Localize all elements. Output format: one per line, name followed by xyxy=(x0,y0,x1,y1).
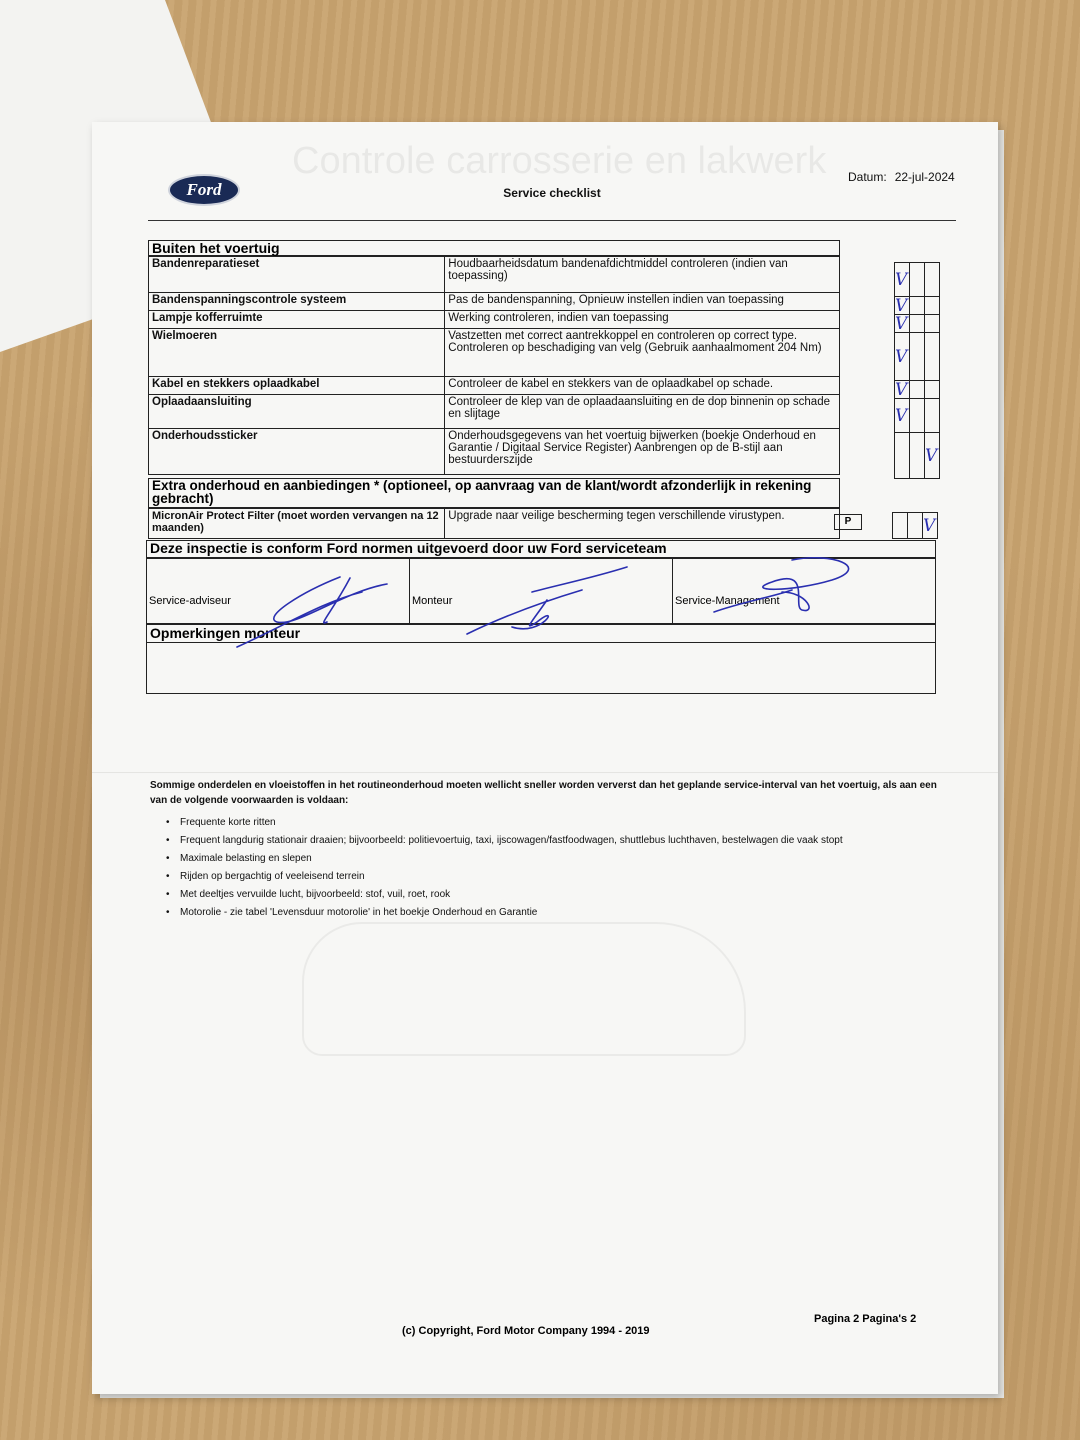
checkbox-cell[interactable] xyxy=(910,399,925,433)
item-description: Pas de bandenspanning, Opnieuw instellen indien van toepassing xyxy=(445,293,840,311)
check-mark[interactable]: V xyxy=(895,263,910,297)
list-item: • Frequent langdurig stationair draaien; bijvoorbeeld: politievoertuig, taxi, ijscowagen/fastfoodwagen, shuttlebus luchthaven, bestelwagen die vaak stopt xyxy=(180,832,950,850)
ghost-show-through-text: Controle carrosserie en lakwerk xyxy=(292,140,827,182)
checkbox-cell[interactable] xyxy=(893,513,908,539)
remarks-box xyxy=(146,624,936,694)
signature-label: Service-adviseur xyxy=(149,595,231,607)
check-mark[interactable]: V xyxy=(925,433,940,479)
item-description: Upgrade naar veilige bescherming tegen verschillende virustypen. xyxy=(445,509,840,539)
table-row xyxy=(149,329,840,377)
table-row xyxy=(149,395,840,429)
checkbox-cell[interactable] xyxy=(910,263,925,297)
paper-fold-line xyxy=(92,772,998,774)
checkbox-cell[interactable] xyxy=(910,297,925,315)
ford-logo: Ford xyxy=(168,174,240,206)
table-row xyxy=(149,377,840,395)
item-description: Houdbaarheidsdatum bandenafdichtmiddel controleren (indien van toepassing) xyxy=(445,257,840,293)
notes-list xyxy=(150,814,950,922)
checkbox-grid-extra xyxy=(892,512,938,539)
checklist-table-buiten xyxy=(148,256,840,475)
check-mark[interactable]: V xyxy=(895,333,910,381)
table-row xyxy=(149,311,840,329)
item-description: Controleer de klep van de oplaadaansluiting en de dop binnenin op schade en slijtage xyxy=(445,395,840,429)
check-mark[interactable]: V xyxy=(895,399,910,433)
maintenance-notes xyxy=(150,778,950,922)
list-item: • Maximale belasting en slepen xyxy=(180,850,950,868)
checkbox-cell[interactable] xyxy=(925,297,940,315)
list-item: • Frequente korte ritten xyxy=(180,814,950,832)
item-name: Onderhoudssticker xyxy=(149,429,445,475)
check-mark[interactable]: V xyxy=(895,315,910,333)
checkbox-cell[interactable] xyxy=(925,381,940,399)
checkbox-grid-buiten xyxy=(894,262,940,479)
item-name: Wielmoeren xyxy=(149,329,445,377)
item-description: Onderhoudsgegevens van het voertuig bijwerken (boekje Onderhoud en Garantie / Digitaal Service Register) Aanbrengen op de B-stijl aan bestuurderszijde xyxy=(445,429,840,475)
remarks-title: Opmerkingen monteur xyxy=(147,625,935,643)
checkbox-cell[interactable] xyxy=(908,513,923,539)
code-badge: P xyxy=(834,514,862,530)
item-name: Bandenspanningscontrole systeem xyxy=(149,293,445,311)
signature-row xyxy=(146,558,936,624)
checkbox-cell[interactable] xyxy=(910,333,925,381)
ghost-car-outline xyxy=(302,922,746,1056)
checkbox-cell[interactable] xyxy=(910,433,925,479)
item-name: Kabel en stekkers oplaadkabel xyxy=(149,377,445,395)
date-field xyxy=(848,170,955,184)
item-name: Bandenreparatieset xyxy=(149,257,445,293)
checkbox-cell[interactable] xyxy=(910,315,925,333)
item-name: Oplaadaansluiting xyxy=(149,395,445,429)
service-checklist-sheet xyxy=(92,122,998,1394)
section-title-extra: Extra onderhoud en aanbiedingen * (optioneel, op aanvraag van de klant/wordt afzonderlijk in rekening gebracht) xyxy=(148,478,840,508)
check-mark[interactable]: V xyxy=(923,513,938,539)
header-divider xyxy=(148,220,956,221)
page-number: Pagina 2 Pagina's 2 xyxy=(814,1313,917,1325)
notes-intro: Sommige onderdelen en vloeistoffen in het routineonderhoud moeten wellicht sneller worden ververst dan het geplande service-interval van het voertuig, als aan een van de volgende voorwaarden is voldaan: xyxy=(150,780,937,806)
date-label: Datum: xyxy=(848,170,887,184)
checkbox-cell[interactable] xyxy=(925,399,940,433)
table-row xyxy=(149,509,840,539)
page-title: Service checklist xyxy=(503,186,601,200)
date-value: 22-jul-2024 xyxy=(894,170,955,184)
section-title-buiten: Buiten het voertuig xyxy=(148,240,840,256)
checklist-table-extra xyxy=(148,508,840,539)
checkbox-cell[interactable] xyxy=(910,381,925,399)
checkbox-cell[interactable] xyxy=(925,263,940,297)
table-row xyxy=(149,429,840,475)
checkbox-cell[interactable] xyxy=(925,315,940,333)
list-item: • Motorolie - zie tabel 'Levensduur motorolie' in het boekje Onderhoud en Garantie xyxy=(180,904,950,922)
list-item: • Met deeltjes vervuilde lucht, bijvoorbeeld: stof, vuil, roet, rook xyxy=(180,886,950,904)
signature-field-service-adviseur[interactable] xyxy=(147,559,410,623)
item-description: Vastzetten met correct aantrekkoppel en controleren op correct type. Controleren op beschadiging van velg (Gebruik aanhaalmoment 204 Nm) xyxy=(445,329,840,377)
check-mark[interactable]: V xyxy=(895,297,910,315)
item-name: MicronAir Protect Filter (moet worden vervangen na 12 maanden) xyxy=(149,509,445,539)
remarks-field[interactable] xyxy=(147,643,935,693)
signature-field-service-management[interactable] xyxy=(673,559,935,623)
signature-field-monteur[interactable] xyxy=(410,559,673,623)
copyright-text: (c) Copyright, Ford Motor Company 1994 - 2019 xyxy=(402,1325,650,1337)
table-row xyxy=(149,257,840,293)
item-description: Werking controleren, indien van toepassing xyxy=(445,311,840,329)
item-description: Controleer de kabel en stekkers van de oplaadkabel op schade. xyxy=(445,377,840,395)
signature-label: Service-Management xyxy=(675,595,780,607)
section-title-inspectie: Deze inspectie is conform Ford normen uitgevoerd door uw Ford serviceteam xyxy=(146,540,936,558)
item-name: Lampje kofferruimte xyxy=(149,311,445,329)
checkbox-cell[interactable] xyxy=(895,433,910,479)
table-row xyxy=(149,293,840,311)
list-item: • Rijden op bergachtig of veeleisend terrein xyxy=(180,868,950,886)
check-mark[interactable]: V xyxy=(895,381,910,399)
signature-label: Monteur xyxy=(412,595,453,607)
checkbox-cell[interactable] xyxy=(925,333,940,381)
